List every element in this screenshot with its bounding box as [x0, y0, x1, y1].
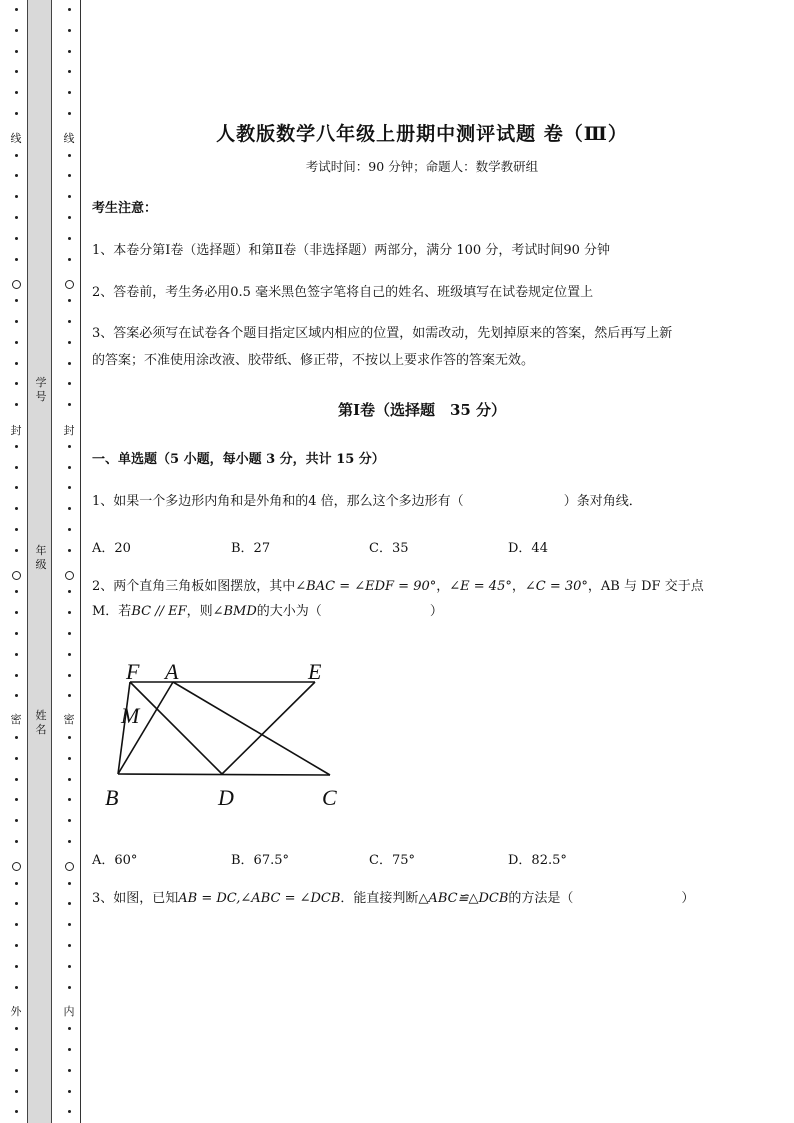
margin-dot [15, 382, 18, 385]
margin-dot [68, 840, 71, 843]
margin-dot [15, 757, 18, 760]
margin-dot [68, 466, 71, 469]
q3-text-3: 的方法是（ [508, 891, 574, 906]
margin-dot [15, 694, 18, 697]
q2-close: ） [429, 604, 443, 619]
margin-dot [68, 154, 71, 157]
margin-dot [15, 466, 18, 469]
margin-dot [15, 778, 18, 781]
margin-dot [15, 258, 18, 261]
point-c-label: C [322, 785, 337, 810]
segment-bc [118, 774, 330, 775]
margin-dot [15, 195, 18, 198]
student-id-label: 学号 [35, 376, 47, 403]
point-e-label: E [308, 659, 322, 684]
section-title: 第Ⅰ卷（选择题 35 分） [337, 401, 507, 419]
exam-title: 人教版数学八年级上册期中测评试题 卷（Ⅲ） [216, 123, 628, 145]
q1-option-b[interactable]: B．27 [231, 541, 271, 556]
margin-dot [15, 50, 18, 53]
q2-text-end: ，AB 与 DF 交于点 [587, 579, 704, 594]
margin-dot [68, 362, 71, 365]
point-b-label: B [105, 785, 119, 810]
part-heading: 一、单选题（5 小题，每小题 3 分，共计 15 分） [92, 452, 385, 467]
margin-dot [15, 1069, 18, 1072]
notice-item-3: 3、答案必须写在试卷各个题目指定区域内相应的位置，如需改动，先划掉原来的答案，然后再写上新 [92, 326, 673, 341]
margin-dot [15, 611, 18, 614]
margin-dot [68, 29, 71, 32]
margin-mark-feng: 封 [10, 424, 22, 437]
margin-dot [68, 965, 71, 968]
margin-dot [15, 91, 18, 94]
margin-dot [68, 528, 71, 531]
margin-dot [68, 195, 71, 198]
q2-option-d[interactable]: D．82.5° [508, 853, 567, 868]
q2-math-parallel: BC // EF [131, 604, 187, 619]
margin-dot [15, 362, 18, 365]
margin-dot [15, 8, 18, 11]
segment-ac [173, 682, 330, 775]
q3-math-congruent: △ABC≌△DCB [418, 891, 509, 906]
margin-dot [15, 882, 18, 885]
margin-dot [15, 320, 18, 323]
segment-fd [130, 682, 222, 774]
margin-dot [68, 403, 71, 406]
margin-dot [15, 653, 18, 656]
margin-dot [68, 341, 71, 344]
q3-text-2: ．能直接判断 [340, 891, 419, 906]
margin-dot [68, 91, 71, 94]
q1-option-c[interactable]: C．35 [369, 541, 409, 556]
margin-dot [68, 923, 71, 926]
margin-dot [68, 1090, 71, 1093]
margin-dot [68, 736, 71, 739]
margin-dot [68, 216, 71, 219]
margin-dot [68, 694, 71, 697]
triangle-diagram [100, 655, 360, 815]
q2-comma-2: ， [511, 579, 525, 594]
margin-mark-xian-inner: 线 [63, 132, 75, 145]
margin-dot [68, 882, 71, 885]
margin-dot [68, 590, 71, 593]
margin-dot [15, 112, 18, 115]
margin-ring [12, 571, 21, 580]
q2-math-angles: ∠BAC = ∠EDF = 90° [295, 579, 437, 594]
margin-dot [15, 341, 18, 344]
q2-option-a[interactable]: A．60° [92, 853, 138, 868]
q1-stem: 1、如果一个多边形内角和是外角和的4 倍，那么这个多边形有（ [92, 494, 464, 509]
margin-dot [15, 1048, 18, 1051]
q2-math-angle-e: ∠E = 45° [449, 579, 512, 594]
margin-dot [15, 965, 18, 968]
margin-ring [65, 862, 74, 871]
question-1 [92, 489, 642, 515]
margin-dot [68, 902, 71, 905]
margin-dot [68, 258, 71, 261]
margin-dot [68, 778, 71, 781]
q3-math-given: AB = DC,∠ABC = ∠DCB [178, 891, 341, 906]
margin-dot [68, 611, 71, 614]
margin-dot [15, 840, 18, 843]
q2-math-angle-c: ∠C = 30° [524, 579, 588, 594]
margin-dot [68, 50, 71, 53]
margin-dot [68, 986, 71, 989]
margin-dot [68, 382, 71, 385]
margin-dot [15, 902, 18, 905]
margin-dot [15, 798, 18, 801]
margin-ring [12, 862, 21, 871]
margin-dot [15, 174, 18, 177]
segment-ed [222, 682, 315, 774]
margin-dot [15, 445, 18, 448]
grade-label: 年级 [35, 544, 47, 571]
q2-text-3: 的大小为（ [256, 604, 322, 619]
margin-dot [68, 112, 71, 115]
segment-fb [118, 682, 130, 774]
point-d-label: D [218, 785, 234, 810]
margin-dot [15, 674, 18, 677]
margin-mark-wai: 外 [10, 1005, 22, 1018]
q2-option-b[interactable]: B．67.5° [231, 853, 289, 868]
q2-text-2: M．若 [92, 604, 132, 619]
q3-close: ） [681, 891, 695, 906]
q2-text: 2、两个直角三角板如图摆放，其中 [92, 579, 296, 594]
margin-dot [68, 70, 71, 73]
question-2-line-2 [92, 599, 443, 625]
point-f-label: F [126, 659, 140, 684]
q2-comma: ， [436, 579, 450, 594]
notice-item-1: 1、本卷分第Ⅰ卷（选择题）和第Ⅱ卷（非选择题）两部分，满分 100 分，考试时间90 分钟 [92, 243, 610, 258]
margin-dot [68, 8, 71, 11]
margin-dot [68, 653, 71, 656]
margin-dot [15, 403, 18, 406]
segment-ab [118, 682, 173, 774]
margin-dot [68, 632, 71, 635]
margin-dot [68, 798, 71, 801]
margin-dot [68, 507, 71, 510]
margin-dot [68, 174, 71, 177]
name-label: 姓名 [35, 709, 47, 736]
q3-text: 3、如图，已知 [92, 891, 179, 906]
margin-dot [15, 528, 18, 531]
question-3 [92, 886, 694, 912]
margin-dot [15, 299, 18, 302]
notice-item-2: 2、答卷前，考生务必用0.5 毫米黑色签字笔将自己的姓名、班级填写在试卷规定位置上 [92, 285, 594, 300]
binding-rule [80, 0, 81, 1123]
q2-option-c[interactable]: C．75° [369, 853, 415, 868]
margin-dot [15, 154, 18, 157]
margin-dot [68, 944, 71, 947]
margin-dot [15, 923, 18, 926]
margin-dot [15, 237, 18, 240]
point-a-label: A [165, 659, 179, 684]
q2-comma-3: ，则 [186, 604, 213, 619]
margin-dot [15, 590, 18, 593]
margin-dot [15, 486, 18, 489]
margin-dot [15, 216, 18, 219]
margin-dot [68, 549, 71, 552]
margin-dot [15, 819, 18, 822]
exam-subtitle: 考试时间：90 分钟；命题人：数学教研组 [305, 159, 539, 174]
margin-dot [68, 1048, 71, 1051]
notice-heading: 考生注意： [92, 201, 158, 216]
margin-dot [15, 70, 18, 73]
margin-dot [68, 299, 71, 302]
margin-dot [15, 507, 18, 510]
margin-ring [12, 280, 21, 289]
margin-dot [68, 757, 71, 760]
margin-dot [68, 819, 71, 822]
margin-ring [65, 280, 74, 289]
margin-dot [68, 320, 71, 323]
geometry-figure [100, 655, 360, 819]
q1-stem-end: ）条对角线． [563, 494, 642, 509]
margin-dot [15, 736, 18, 739]
margin-dot [68, 1027, 71, 1030]
margin-dot [15, 986, 18, 989]
question-2-line-1 [92, 574, 704, 600]
q1-option-a[interactable]: A．20 [92, 541, 131, 556]
margin-dot [15, 549, 18, 552]
margin-mark-mi-inner: 密 [63, 713, 75, 726]
margin-dot [68, 674, 71, 677]
margin-dot [68, 1110, 71, 1113]
margin-dot [15, 1110, 18, 1113]
point-m-label: M [121, 703, 140, 728]
margin-ring [65, 571, 74, 580]
margin-mark-nei: 内 [63, 1005, 75, 1018]
margin-dot [15, 944, 18, 947]
margin-dot [68, 486, 71, 489]
margin-dot [15, 632, 18, 635]
margin-dot [15, 1027, 18, 1030]
q1-option-d[interactable]: D．44 [508, 541, 548, 556]
margin-mark-mi: 密 [10, 713, 22, 726]
margin-mark-feng-inner: 封 [63, 424, 75, 437]
margin-dot [15, 1090, 18, 1093]
margin-dot [15, 29, 18, 32]
notice-item-3-cont: 的答案；不准使用涂改液、胶带纸、修正带，不按以上要求作答的答案无效。 [92, 353, 535, 368]
margin-dot [68, 445, 71, 448]
q2-math-bmd: ∠BMD [212, 604, 257, 619]
margin-mark-xian: 线 [10, 132, 22, 145]
margin-dot [68, 237, 71, 240]
margin-dot [68, 1069, 71, 1072]
